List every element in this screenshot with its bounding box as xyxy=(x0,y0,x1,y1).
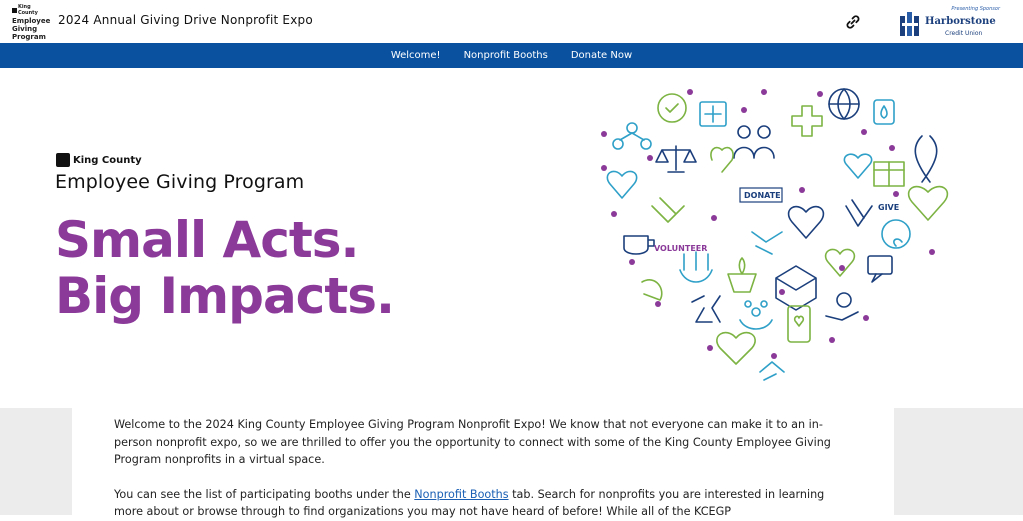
logo-program-text: Employee Giving Program xyxy=(12,17,51,41)
heart-chart-icon xyxy=(826,249,855,276)
hand-coin-icon xyxy=(826,293,858,320)
hero-headline-1: Small Acts. xyxy=(55,211,359,269)
king-county-crown-icon xyxy=(56,153,70,167)
hands-icon xyxy=(652,198,684,222)
chat-heart-icon xyxy=(868,256,892,282)
link-icon[interactable] xyxy=(845,14,861,30)
harborstone-mark-icon xyxy=(898,10,922,38)
site-title[interactable]: 2024 Annual Giving Drive Nonprofit Expo xyxy=(58,13,313,27)
plant-pot-icon xyxy=(728,258,756,292)
donate-label: DONATE xyxy=(744,191,781,200)
hero-king-county-logo: King County xyxy=(56,153,142,167)
paw-hand-icon xyxy=(740,301,772,329)
earth-heart-icon xyxy=(882,220,910,248)
hero-headline-2: Big Impacts. xyxy=(55,267,394,325)
helping-hands-icon xyxy=(846,200,872,226)
hero-program-name: Employee Giving Program xyxy=(55,171,305,193)
give-label: GIVE xyxy=(878,203,900,212)
welcome-content-card xyxy=(72,408,894,518)
handshake-icon xyxy=(752,232,782,254)
main-nav xyxy=(0,43,1023,68)
sponsor-name: Harborstone xyxy=(925,16,996,27)
gift-box-icon xyxy=(874,162,904,186)
medical-kit-icon xyxy=(700,102,726,126)
ribbon-icon xyxy=(915,136,936,182)
plant-hand-icon xyxy=(711,148,733,172)
recycle-icon xyxy=(692,296,720,322)
sponsor-subtitle: Credit Union xyxy=(945,30,983,37)
hero-banner xyxy=(0,68,1023,408)
hand-heart-bottom-icon xyxy=(760,362,784,380)
medical-cross-icon xyxy=(792,106,822,136)
decorative-dots xyxy=(601,89,935,359)
nav-welcome[interactable]: Welcome! xyxy=(390,50,441,61)
heart-hands-icon xyxy=(844,154,871,178)
globe-icon xyxy=(829,89,859,119)
top-header xyxy=(0,0,1023,43)
heart-outline-icon xyxy=(909,187,948,220)
water-drop-icon xyxy=(874,100,894,124)
justice-scale-icon xyxy=(656,146,696,172)
hands-up-icon xyxy=(680,252,712,282)
nav-donate-now[interactable]: Donate Now xyxy=(570,50,633,61)
nonprofit-booths-link[interactable]: Nonprofit Booths xyxy=(414,487,509,501)
leaf-hand-icon xyxy=(642,280,662,300)
heart-icon-collage xyxy=(596,86,952,392)
phone-heart-icon xyxy=(788,306,810,342)
coffee-cup-icon xyxy=(624,236,654,254)
donation-box-icon xyxy=(776,266,816,310)
king-county-wordmark: King County xyxy=(12,4,52,16)
family-heart-icon xyxy=(717,333,755,364)
sponsor-tag: Presenting Sponsor xyxy=(951,6,1000,12)
king-county-crown-icon xyxy=(12,8,17,13)
nav-nonprofit-booths[interactable]: Nonprofit Booths xyxy=(463,50,548,61)
volunteer-label: VOLUNTEER xyxy=(654,244,708,253)
welcome-paragraph: Welcome to the 2024 King County Employee Giving Program Nonprofit Expo! We know that not everyone can make it to an in-person nonprofit expo, so we are thrilled to offer you the opportunity to connect with some of the King County Employee Giving Program nonprofits in a virtual space. xyxy=(114,418,831,466)
booths-paragraph: You can see the list of participating booths under the Nonprofit Booths tab. Search for nonprofits you are interested in learning more about or browse through to find organizations you may not have heard of before! While all of the KCEGP xyxy=(114,487,825,518)
hand-heart-icon xyxy=(607,171,636,198)
dog-icon xyxy=(658,94,686,122)
puzzle-heart-icon xyxy=(789,207,824,238)
network-people-icon xyxy=(613,123,651,149)
king-county-egp-logo[interactable] xyxy=(12,4,52,40)
sponsor-logo[interactable] xyxy=(898,3,1010,41)
people-icon xyxy=(734,126,774,158)
